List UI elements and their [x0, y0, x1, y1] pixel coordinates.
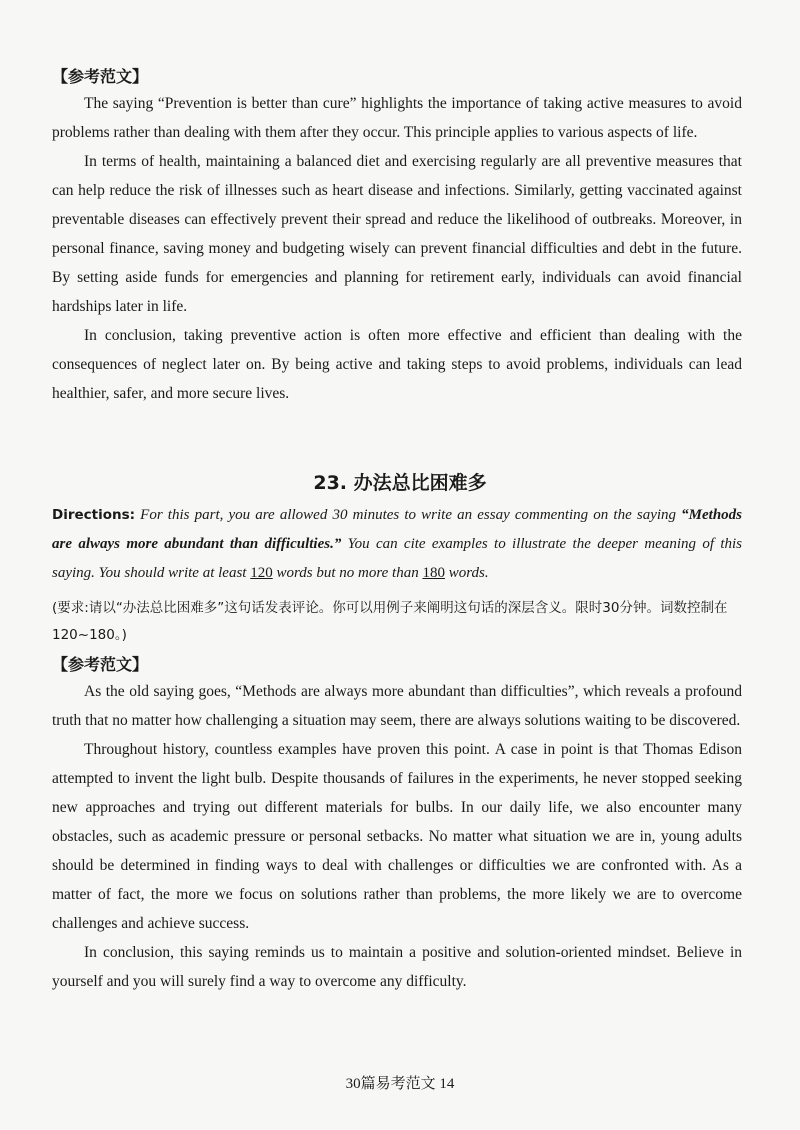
section2-paragraph-2: Throughout history, countless examples have proven this point. A case in point is that Thomas Edison attempted to invent the light bulb. Despite thousands of failures in the experiments, he never stopped seeking new approaches and trying out different materials for bulbs. In our daily life, we also encounter many obstacles, such as academic pressure or personal setbacks. No matter what situation we are in, young adults should be determined in finding ways to deal with challenges or difficulties we are confronted with. As a matter of fact, the more we focus on solutions rather than problems, the more likely we are to overcome challenges and achieve success.: [52, 741, 742, 932]
directions-text-b: You can cite examples to illustrate the deeper meaning of this saying. You should write at least: [52, 536, 742, 581]
min-words: 120: [250, 565, 273, 581]
section1-body: [52, 89, 742, 408]
section2-body: [52, 677, 742, 996]
directions: [52, 501, 742, 588]
section1-heading: 【参考范文】: [52, 67, 149, 86]
section2-paragraph-3: In conclusion, this saying reminds us to maintain a positive and solution-oriented mindset. Believe in yourself and you will surely find a way to overcome any difficulty.: [52, 944, 742, 990]
page-footer: 30篇易考范文 14: [345, 1076, 455, 1092]
directions-text-c: words but no more than: [272, 565, 423, 581]
directions-quote: “Methods are always more abundant than difficulties.”: [52, 507, 742, 552]
directions-label: Directions:: [52, 507, 136, 523]
section1-paragraph-1: The saying “Prevention is better than cure” highlights the importance of taking active measures to avoid problems rather than dealing with them after they occur. This principle applies to various aspects of life.: [52, 95, 742, 141]
requirement: (要求:请以“办法总比困难多”这句话发表评论。你可以用例子来阐明这句话的深层含义。限时30分钟。词数控制在120~180。): [52, 600, 728, 643]
section1-paragraph-3: In conclusion, taking preventive action is often more effective and efficient than dealing with the consequences of neglect later on. By being active and taking steps to avoid problems, individuals can lead healthier, safer, and more secure lives.: [52, 327, 742, 402]
directions-text-a: For this part, you are allowed 30 minutes to write an essay commenting on the saying: [135, 507, 682, 523]
section2-paragraph-1: As the old saying goes, “Methods are always more abundant than difficulties”, which reveals a profound truth that no matter how challenging a situation may seem, there are always solutions waiting to be discovered.: [52, 683, 742, 729]
section1-paragraph-2: In terms of health, maintaining a balanced diet and exercising regularly are all preventive measures that can help reduce the risk of illnesses such as heart disease and infections. Similarly, getting vaccinated against preventable diseases can effectively prevent their spread and reduce the likelihood of outbreaks. Moreover, in personal finance, saving money and budgeting wisely can prevent financial difficulties and debt in the future. By setting aside funds for emergencies and planning for retirement early, individuals can avoid financial hardships later in life.: [52, 153, 742, 315]
directions-text-d: words.: [444, 565, 489, 581]
section2-title: 23. 办法总比困难多: [313, 472, 487, 494]
section2-heading: 【参考范文】: [52, 655, 149, 674]
max-words: 180: [422, 565, 445, 581]
